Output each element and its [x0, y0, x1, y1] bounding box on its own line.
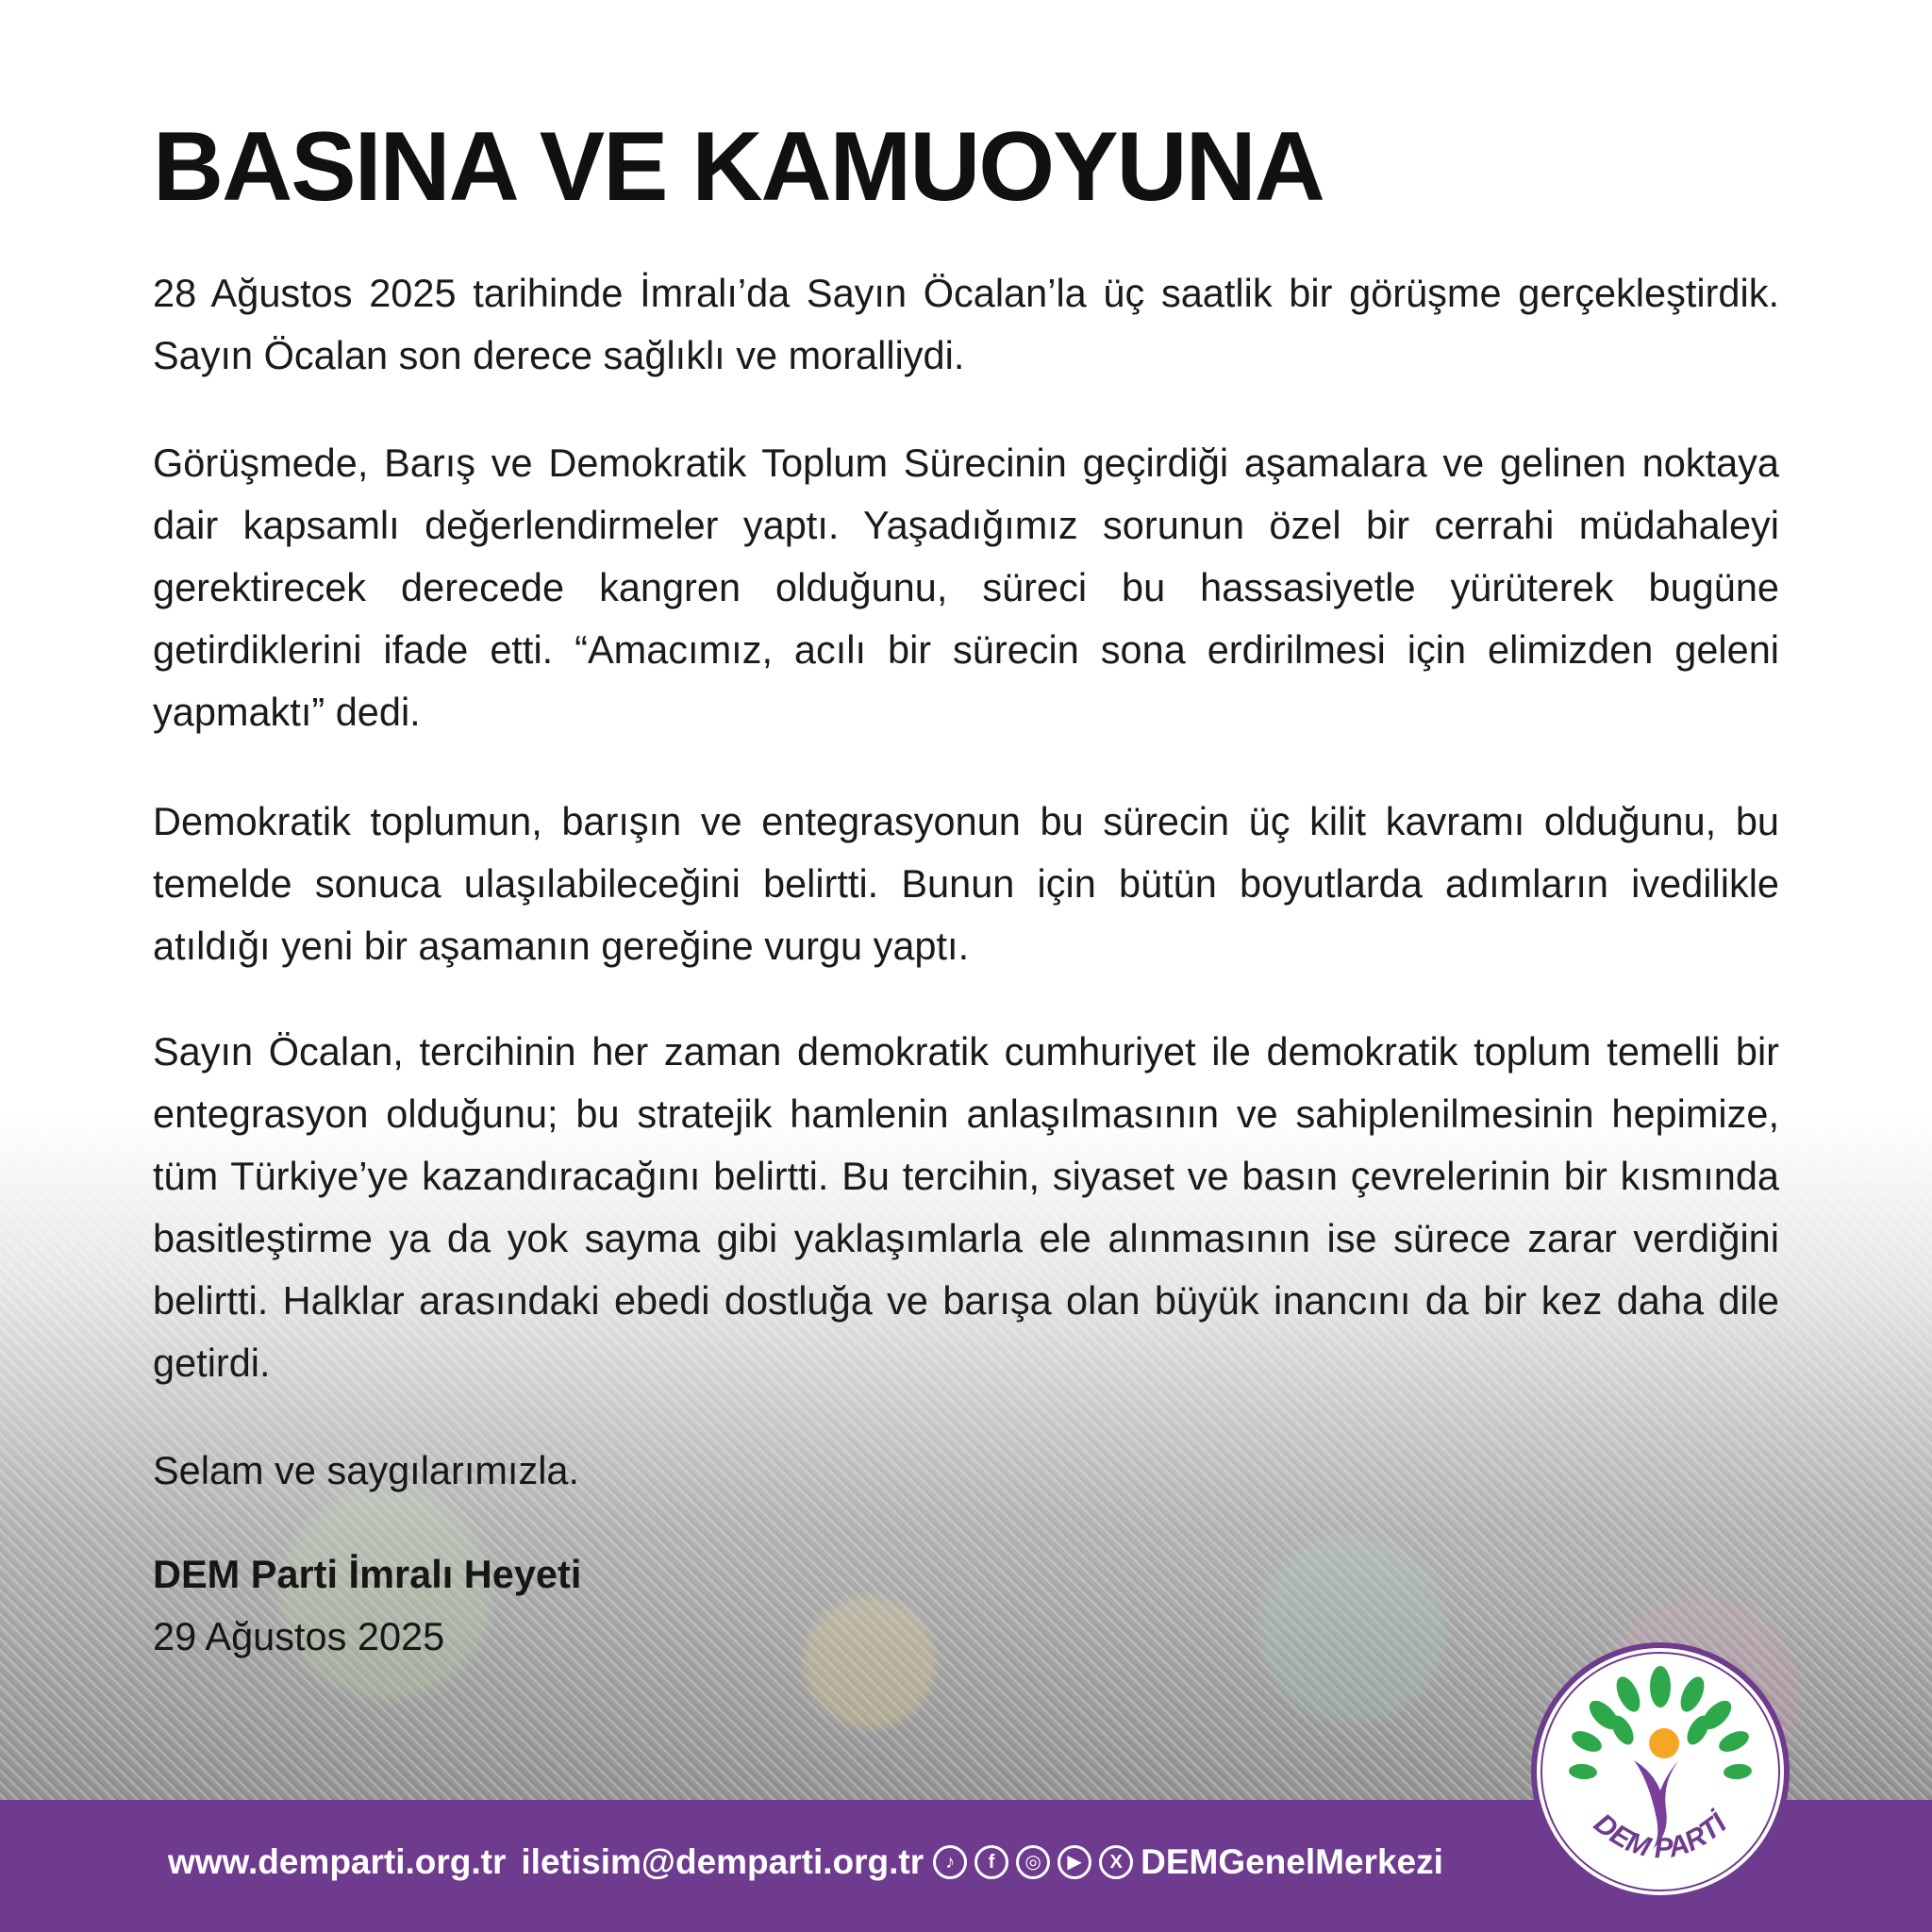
paragraph-3: Demokratik toplumun, barışın ve entegrasyonun bu sürecin üç kilit kavramı olduğunu, bu temelde sonuca ulaşılabileceğini belirtti. Bunun için bütün boyutlarda adımların ivedilikle atıldığı yeni bir aşamanın gereğine vurgu yaptı. [153, 799, 1779, 968]
paragraph-2: Görüşmede, Barış ve Demokratik Toplum Sürecinin geçirdiği aşamalara ve gelinen noktaya dair kapsamlı değerlendirmeler yaptı. Yaşadığımız sorunun özel bir cerrahi müdahaleyi gerektirecek derecede kangren olduğunu, süreci bu hassasiyetle yürüterek bugüne getirdiklerini ifade etti. “Amacımız, acılı bir sürecin sona erdirilmesi için elimizden geleni yapmaktı” dedi. [153, 441, 1779, 734]
dem-parti-logo [1528, 1640, 1792, 1904]
instagram-icon[interactable]: ◎ [1016, 1845, 1050, 1879]
x-icon[interactable]: X [1099, 1845, 1133, 1879]
facebook-icon[interactable]: f [974, 1845, 1008, 1879]
paragraph-1: 28 Ağustos 2025 tarihinde İmralı’da Sayın Öcalan’la üç saatlik bir görüşme gerçekleştirdik. Sayın Öcalan son derece sağlıklı ve moralliydi. [153, 271, 1779, 377]
page-title: BASINA VE KAMUOYUNA [153, 112, 1324, 222]
paragraph-4: Sayın Öcalan, tercihinin her zaman demokratik cumhuriyet ile demokratik toplum temelli bir entegrasyon olduğunu; bu stratejik hamlenin anlaşılmasının ve sahiplenilmesinin hepimize, tüm Türkiye’ye kazandıracağını belirtti. Bu tercihin, siyaset ve basın çevrelerinin bir kısmında basitleştirme ya da yok sayma gibi yaklaşımlarla ele alınmasının ise sürece zarar verdiğini belirtti. Halklar arasındaki ebedi dostluğa ve barışa olan büyük inancını da bir kez daha dile getirdi. [153, 1029, 1779, 1385]
footer-contacts [168, 1842, 1443, 1882]
website-link[interactable]: www.demparti.org.tr [168, 1842, 507, 1881]
closing-line: Selam ve saygılarımızla. [153, 1448, 580, 1492]
sun-icon [1649, 1728, 1679, 1758]
logo-emblem [1528, 1640, 1792, 1904]
press-release [153, 112, 1779, 1658]
tiktok-icon[interactable]: ♪ [933, 1845, 967, 1879]
youtube-icon[interactable]: ▶ [1058, 1845, 1091, 1879]
logo-text: DEM PARTİ [1588, 1807, 1733, 1865]
social-handle[interactable]: DEMGenelMerkezi [1141, 1842, 1443, 1881]
release-date: 29 Ağustos 2025 [153, 1614, 445, 1658]
email-link[interactable]: iletisim@demparti.org.tr [521, 1842, 924, 1881]
signature: DEM Parti İmralı Heyeti [153, 1552, 582, 1596]
